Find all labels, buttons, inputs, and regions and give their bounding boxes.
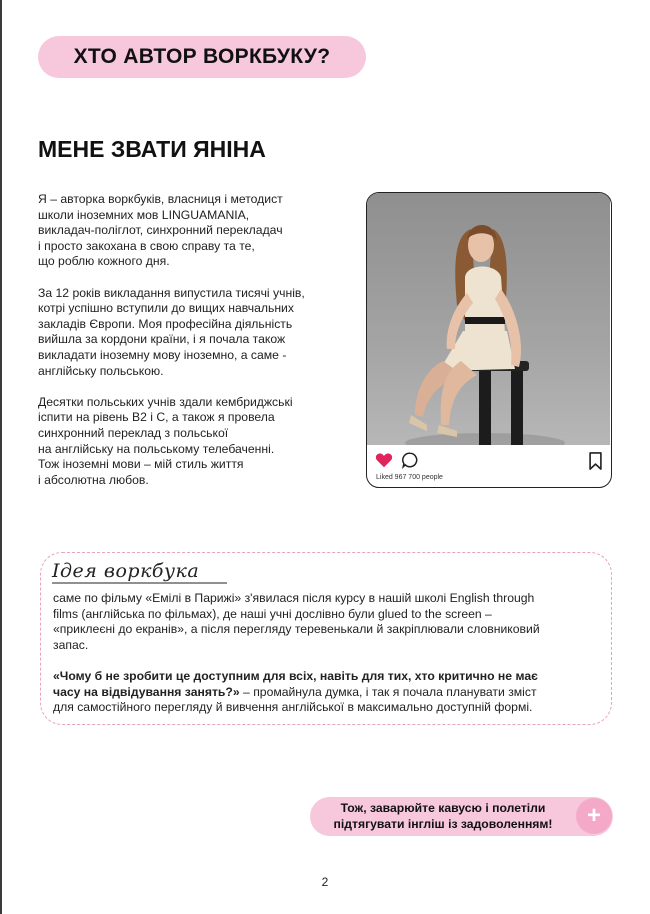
text-line: школи іноземних мов LINGUAMANIA, — [38, 207, 250, 222]
idea-paragraph-1 — [53, 591, 603, 653]
text-line — [53, 669, 603, 685]
idea-section-text — [53, 591, 603, 731]
text-line: запас. — [53, 637, 89, 652]
name-heading: МЕНЕ ЗВАТИ ЯНІНА — [38, 136, 266, 162]
likes-count: Liked 967 700 people — [376, 474, 443, 481]
page-edge-line — [0, 0, 2, 914]
text-line: іспити на рівень B2 і С, а також я провела — [38, 410, 275, 425]
idea-paragraph-2 — [53, 669, 603, 716]
text-line: викладач-поліглот, синхронний перекладач — [38, 223, 283, 238]
idea-section-title: Ідея воркбука — [52, 560, 200, 582]
quote-bold: «Чому б не зробити це доступним для всіх, навіть для тих, хто критично не має — [53, 668, 538, 683]
photo-post-card — [366, 192, 612, 488]
cta-text — [318, 801, 568, 832]
text-line: «приклеєні до екранів», а після перегляду теревенькали й закріплювали словниковий — [53, 622, 540, 637]
heart-icon[interactable] — [375, 452, 393, 473]
text-line: Десятки польських учнів здали кембриджські — [38, 394, 293, 409]
post-actions — [375, 451, 419, 474]
quote-bold: часу на відвідування занять?» — [53, 684, 240, 699]
text-line: англійську польською. — [38, 363, 164, 378]
bio-paragraph-1 — [38, 192, 348, 270]
text-line: films (англійська по фільмах), де наші учні дослівно були glued to the screen – — [53, 606, 492, 621]
bio-paragraph-3 — [38, 395, 348, 489]
author-photo-illustration — [367, 193, 610, 445]
text-line: синхронний переклад з польської — [38, 425, 229, 440]
text-line: котрі успішно вступили до вищих навчальних — [38, 301, 294, 316]
cta-line: Тож, заварюйте кавусю і полетіли — [340, 801, 546, 815]
text-line: і абсолютна любов. — [38, 472, 149, 487]
bio-paragraph-2 — [38, 286, 348, 380]
text-line: вийшла за кордони країни, і я почала також — [38, 332, 286, 347]
quote-rest: – промайнула думка, і так я почала планувати зміст — [239, 684, 537, 699]
comment-icon[interactable] — [401, 451, 419, 474]
text-line: закладів Європи. Моя професійна діяльність — [38, 316, 293, 331]
page-number: 2 — [321, 875, 329, 889]
text-line: За 12 років викладання випустила тисячі учнів, — [38, 285, 305, 300]
author-photo — [367, 193, 610, 445]
text-line — [53, 685, 603, 701]
text-line: саме по фільму «Емілі в Парижі» з'явилася після курсу в нашій школі English through — [53, 591, 535, 605]
cta-line: підтягувати інгліш із задоволенням! — [333, 816, 553, 831]
text-line: викладати іноземну мову іноземно, а саме - — [38, 347, 287, 362]
text-line: що роблю кожного дня. — [38, 254, 170, 269]
bio-text — [38, 192, 348, 504]
page-title: ХТО АВТОР ВОРКБУКУ? — [38, 36, 366, 78]
title-underline — [52, 582, 227, 584]
bookmark-icon[interactable] — [588, 452, 603, 475]
text-line: Я – авторка воркбуків, власниця і методист — [38, 192, 283, 206]
plus-icon[interactable]: + — [576, 798, 612, 834]
text-line: на англійську на польському телебаченні. — [38, 441, 275, 456]
text-line: Тож іноземні мови – мій стиль життя — [38, 457, 244, 472]
text-line: і просто закохана в свою справу та те, — [38, 238, 255, 253]
text-line: для самостійного перегляду й вивчення англійської в максимально доступній формі. — [53, 700, 533, 715]
